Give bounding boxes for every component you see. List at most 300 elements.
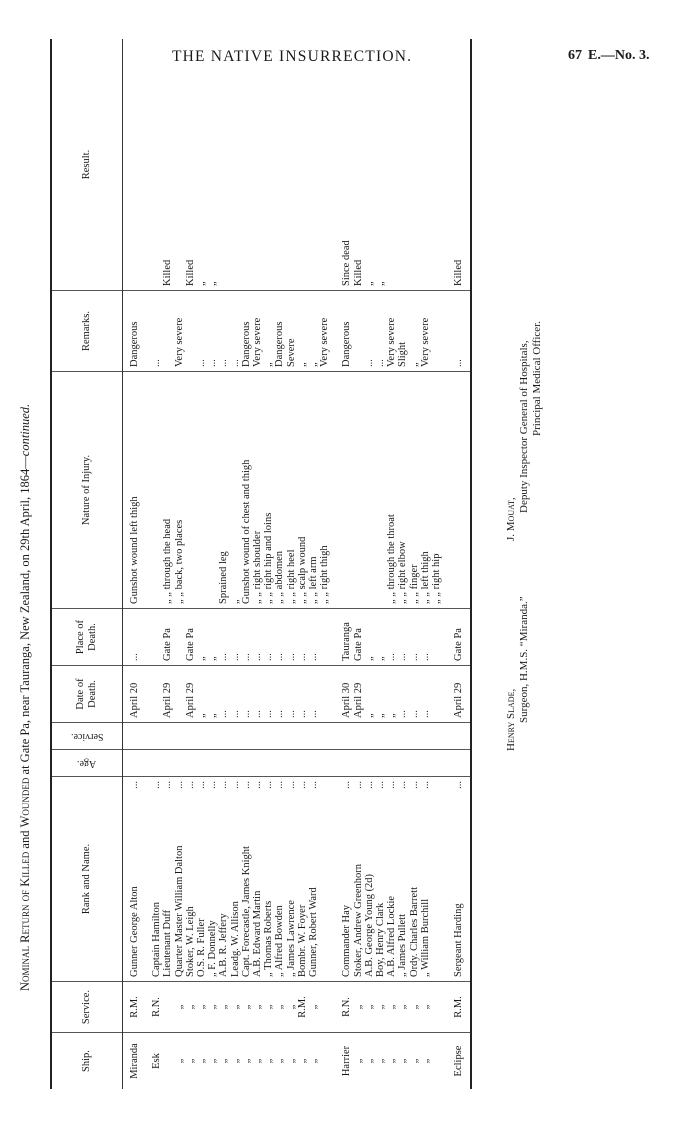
cell-service: „ — [196, 982, 207, 1033]
cell-injury — [196, 372, 207, 609]
leader-dots: ... — [274, 781, 286, 789]
spacer-cell — [140, 39, 151, 291]
spacer-cell — [140, 982, 151, 1033]
cell-age — [364, 750, 375, 777]
leader-dots: ... — [184, 781, 196, 789]
cell-injury: „ „ through the head — [162, 372, 173, 609]
cell-place: ... — [308, 609, 319, 666]
cell-name — [386, 777, 397, 982]
signature-pmo-title2: Principal Medical Officer. — [531, 321, 543, 436]
leader-dots: ... — [151, 781, 163, 789]
cell-service: R.N. — [341, 982, 352, 1033]
cell-name-text: Boy, Henry Clark — [375, 902, 387, 977]
cell-svc — [431, 723, 442, 750]
leader-dots: ... — [207, 781, 219, 789]
cell-result — [274, 39, 285, 291]
cell-service: „ — [386, 982, 397, 1033]
cell-ship: „ — [308, 1058, 320, 1064]
cell-place: ... — [252, 609, 263, 666]
cell-place: „ — [196, 609, 207, 666]
cell-service: „ — [364, 982, 375, 1033]
cell-ship: „ — [386, 1058, 398, 1064]
col-service: Service. — [51, 982, 123, 1033]
cell-svc — [263, 723, 274, 750]
cell-name — [319, 777, 330, 982]
cell-place — [319, 609, 330, 666]
cell-injury: Sprained leg — [218, 372, 229, 609]
leader-dots: ... — [453, 781, 465, 789]
cell-svc — [185, 723, 196, 750]
cell-name — [207, 777, 218, 982]
cell-ship: „ — [240, 1058, 252, 1064]
cell-date: April 29 — [453, 666, 471, 723]
cell-name-text: Commander Hay — [341, 904, 353, 977]
cell-name — [252, 777, 263, 982]
cell-result — [397, 39, 408, 291]
cell-name — [162, 777, 173, 982]
cell-remarks — [431, 291, 442, 372]
spacer-cell — [442, 291, 453, 372]
cell-remarks: ... — [453, 291, 471, 372]
cell-ship: „ — [263, 1058, 275, 1064]
cell-name — [308, 777, 319, 982]
cell-svc — [386, 723, 397, 750]
cell-ship — [162, 1033, 173, 1090]
table-row — [274, 39, 285, 1089]
cell-service: „ — [397, 982, 408, 1033]
spacer-cell — [140, 372, 151, 609]
leader-dots: ... — [173, 781, 185, 789]
cell-ship: „ — [375, 1058, 387, 1064]
table-row — [263, 39, 274, 1089]
cell-ship — [319, 1033, 330, 1090]
cell-ship: „ — [196, 1058, 208, 1064]
cell-place: ... — [230, 609, 241, 666]
row-spacer — [140, 39, 151, 1089]
cell-ship: „ — [218, 1058, 230, 1064]
cell-name-text: A.B. Alfred Lockie — [386, 895, 398, 977]
col-rank-name: Rank and Name. — [51, 777, 123, 982]
cell-date — [151, 666, 162, 723]
cell-injury: „ „ abdomen — [274, 372, 285, 609]
cell-place: Gate Pa — [453, 609, 471, 666]
cell-name-text: Stoker, Andrew Greenhorn — [352, 863, 364, 977]
cell-svc — [453, 723, 471, 750]
running-head-title: THE NATIVE INSURRECTION. — [172, 48, 413, 65]
row-spacer — [330, 39, 341, 1089]
cell-age — [207, 750, 218, 777]
cell-name-text: Leadg. W. Allison — [229, 901, 241, 977]
cell-ship: Eclipse — [453, 1033, 471, 1090]
cell-place: ... — [386, 609, 397, 666]
cell-age — [274, 750, 285, 777]
cell-remarks: Dangerous — [274, 291, 285, 372]
cell-result: Killed — [453, 39, 471, 291]
cell-svc — [341, 723, 352, 750]
cell-age — [420, 750, 431, 777]
cell-service: „ — [241, 982, 252, 1033]
cell-age — [341, 750, 352, 777]
cell-injury: „ „ back, two places — [174, 372, 185, 609]
cell-result — [420, 39, 431, 291]
cell-name-text: „ James Lawrence — [285, 900, 297, 977]
cell-age — [386, 750, 397, 777]
cell-name — [397, 777, 408, 982]
cell-place: „ — [375, 609, 386, 666]
cell-injury: „ „ right shoulder — [252, 372, 263, 609]
cell-age — [263, 750, 274, 777]
col-place-of-death: Place of Death. — [51, 609, 123, 666]
table-row — [397, 39, 408, 1089]
leader-dots: ... — [386, 781, 398, 789]
cell-name-text: A.B. George Young (2d) — [363, 873, 375, 977]
cell-name-text: Quarter Master William Dalton — [173, 845, 185, 977]
leader-dots: ... — [252, 781, 264, 789]
cell-result: Killed — [185, 39, 196, 291]
table-caption — [18, 91, 33, 991]
cell-injury: Gunshot wound left thigh — [123, 372, 141, 609]
cell-svc — [230, 723, 241, 750]
spacer-cell — [330, 750, 341, 777]
cell-result — [174, 39, 185, 291]
cell-name-text: „ William Burchill — [419, 898, 431, 977]
caption-prefix: Nominal Return of — [18, 886, 32, 991]
cell-remarks: Very severe — [174, 291, 185, 372]
cell-service: R.M. — [297, 982, 308, 1033]
cell-remarks: ... — [151, 291, 162, 372]
cell-date: ... — [218, 666, 229, 723]
cell-date: ... — [263, 666, 274, 723]
leader-dots: ... — [363, 781, 375, 789]
leader-dots: ... — [419, 781, 431, 789]
cell-name-text: „ F. Donnelly — [207, 920, 219, 977]
cell-service: „ — [409, 982, 420, 1033]
table-row — [308, 39, 319, 1089]
caption-rest: at Gate Pa, near Tauranga, New Zealand, on 29th April, 1864— — [18, 456, 32, 778]
cell-name — [151, 777, 162, 982]
spacer-cell — [442, 1033, 453, 1090]
leader-dots: ... — [218, 781, 230, 789]
cell-remarks: ... — [207, 291, 218, 372]
cell-age — [241, 750, 252, 777]
cell-age — [353, 750, 364, 777]
cell-date: ... — [286, 666, 297, 723]
cell-injury — [364, 372, 375, 609]
cell-name — [230, 777, 241, 982]
cell-service: „ — [286, 982, 297, 1033]
cell-injury: „ „ through the throat — [386, 372, 397, 609]
spacer-cell — [442, 982, 453, 1033]
spacer-cell — [330, 666, 341, 723]
leader-dots: ... — [285, 781, 297, 789]
leader-dots: ... — [352, 781, 364, 789]
cell-svc — [308, 723, 319, 750]
cell-remarks — [185, 291, 196, 372]
table-row — [286, 39, 297, 1089]
table-row — [353, 39, 364, 1089]
cell-result — [252, 39, 263, 291]
caption-killed: Killed — [18, 851, 32, 887]
cell-service: „ — [308, 982, 319, 1033]
table-row — [420, 39, 431, 1089]
cell-name — [297, 777, 308, 982]
table-row — [123, 39, 141, 1089]
cell-injury: „ „ left thigh — [420, 372, 431, 609]
cell-age — [297, 750, 308, 777]
cell-place: ... — [297, 609, 308, 666]
col-date-of-death: Date of Death. — [51, 666, 123, 723]
spacer-cell — [140, 777, 151, 982]
cell-result — [409, 39, 420, 291]
cell-svc — [364, 723, 375, 750]
cell-service: „ — [185, 982, 196, 1033]
cell-ship: „ — [419, 1058, 431, 1064]
cell-injury — [353, 372, 364, 609]
cell-remarks — [353, 291, 364, 372]
cell-svc — [241, 723, 252, 750]
cell-remarks: „ — [409, 291, 420, 372]
cell-remarks: Dangerous — [123, 291, 141, 372]
cell-age — [375, 750, 386, 777]
leader-dots: ... — [196, 781, 208, 789]
cell-date — [174, 666, 185, 723]
cell-place: ... — [123, 609, 141, 666]
table-row — [341, 39, 352, 1089]
spacer-cell — [140, 666, 151, 723]
cell-ship: „ — [363, 1058, 375, 1064]
cell-result — [123, 39, 141, 291]
signature-pmo-title: Deputy Inspector General of Hospitals, — [518, 340, 530, 513]
cell-name — [263, 777, 274, 982]
cell-injury — [375, 372, 386, 609]
cell-remarks: ... — [230, 291, 241, 372]
cell-remarks: ... — [364, 291, 375, 372]
cell-svc — [297, 723, 308, 750]
cell-date: April 29 — [185, 666, 196, 723]
cell-name-text: Ordy. Charles Barrett — [408, 887, 420, 977]
cell-name — [274, 777, 285, 982]
cell-name-text: „ Alfred Bowden — [274, 905, 286, 977]
cell-place: Gate Pa — [185, 609, 196, 666]
cell-service: „ — [230, 982, 241, 1033]
spacer-cell — [442, 723, 453, 750]
table-row — [196, 39, 207, 1089]
cell-name — [353, 777, 364, 982]
cell-date: „ — [386, 666, 397, 723]
cell-result — [263, 39, 274, 291]
cell-svc — [123, 723, 141, 750]
table-row — [174, 39, 185, 1089]
cell-date: April 20 — [123, 666, 141, 723]
cell-date: ... — [397, 666, 408, 723]
cell-result — [386, 39, 397, 291]
cell-date: „ — [196, 666, 207, 723]
leader-dots: ... — [162, 781, 174, 789]
cell-injury: Gunshot wound of chest and thigh — [241, 372, 252, 609]
cell-result: Killed — [162, 39, 173, 291]
cell-ship: Harrier — [341, 1045, 353, 1077]
cell-svc — [151, 723, 162, 750]
cell-date: „ — [375, 666, 386, 723]
col-nature-of-injury: Nature of Injury. — [51, 372, 123, 609]
cell-remarks: Dangerous — [341, 291, 352, 372]
cell-age — [431, 750, 442, 777]
leader-dots: ... — [129, 781, 140, 789]
cell-name-text: Bombr. W. Foyer — [296, 904, 308, 977]
cell-date: ... — [409, 666, 420, 723]
cell-remarks: „ — [308, 291, 319, 372]
caption-continued: continued. — [18, 403, 32, 457]
cell-name-text: Sergeant Harding — [453, 903, 465, 977]
cell-injury: „ — [230, 372, 241, 609]
cell-remarks: Slight — [397, 291, 408, 372]
cell-date: ... — [274, 666, 285, 723]
signature-pmo — [505, 321, 544, 541]
caption-and: and — [18, 827, 32, 852]
cell-age — [319, 750, 330, 777]
cell-service: „ — [174, 982, 185, 1033]
casualty-table — [50, 39, 472, 1089]
cell-place: „ — [364, 609, 375, 666]
cell-date: ... — [252, 666, 263, 723]
cell-remarks: Very severe — [420, 291, 431, 372]
cell-service — [431, 982, 442, 1033]
spacer-cell — [140, 723, 151, 750]
cell-place — [174, 609, 185, 666]
spacer-cell — [442, 372, 453, 609]
row-spacer — [442, 39, 453, 1089]
table-row — [241, 39, 252, 1089]
cell-result — [241, 39, 252, 291]
table-row — [319, 39, 330, 1089]
cell-age — [308, 750, 319, 777]
leader-dots: ... — [375, 781, 387, 789]
cell-svc — [274, 723, 285, 750]
cell-place: Gate Pa — [162, 609, 173, 666]
cell-place — [151, 609, 162, 666]
spacer-cell — [442, 666, 453, 723]
cell-injury — [185, 372, 196, 609]
cell-name — [241, 777, 252, 982]
cell-svc — [196, 723, 207, 750]
cell-result — [230, 39, 241, 291]
cell-remarks: Very severe — [386, 291, 397, 372]
cell-name — [218, 777, 229, 982]
cell-date: ... — [230, 666, 241, 723]
cell-ship: „ — [285, 1058, 297, 1064]
table-row — [409, 39, 420, 1089]
table-row — [431, 39, 442, 1089]
cell-injury: „ „ right hip — [431, 372, 442, 609]
cell-service: „ — [375, 982, 386, 1033]
cell-injury: „ „ right heel — [286, 372, 297, 609]
leader-dots: ... — [229, 781, 241, 789]
table-row — [364, 39, 375, 1089]
cell-injury — [207, 372, 218, 609]
cell-ship: „ — [274, 1058, 286, 1064]
cell-service: R.N. — [151, 982, 162, 1033]
table-row — [453, 39, 471, 1089]
cell-ship: „ — [184, 1058, 196, 1064]
cell-name — [174, 777, 185, 982]
cell-ship: „ — [229, 1058, 241, 1064]
cell-result: „ — [196, 39, 207, 291]
leader-dots: ... — [263, 781, 275, 789]
cell-name — [341, 777, 352, 982]
cell-name-text: Capt. Forecastle, James Knight — [240, 846, 252, 977]
cell-service: „ — [274, 982, 285, 1033]
caption-wounded: Wounded — [18, 777, 32, 828]
spacer-cell — [140, 750, 151, 777]
cell-service: R.M. — [123, 982, 141, 1033]
cell-place: „ — [207, 609, 218, 666]
cell-svc — [174, 723, 185, 750]
cell-name-text: A.B. Edward Martin — [252, 890, 264, 977]
cell-name-text: Captain Hamilton — [151, 902, 163, 977]
cell-remarks: „ — [263, 291, 274, 372]
cell-age — [174, 750, 185, 777]
cell-ship: „ — [296, 1058, 308, 1064]
cell-service: „ — [252, 982, 263, 1033]
cell-ship: „ — [397, 1058, 409, 1064]
cell-name — [431, 777, 442, 982]
cell-remarks: ... — [218, 291, 229, 372]
spacer-cell — [442, 777, 453, 982]
leader-dots: ... — [240, 781, 252, 789]
signature-pmo-name: J. Mouat, — [505, 497, 517, 541]
cell-name-text: A.B. R. Jeffery — [218, 913, 230, 977]
cell-date: „ — [207, 666, 218, 723]
cell-svc — [397, 723, 408, 750]
cell-name — [420, 777, 431, 982]
cell-ship — [431, 1033, 442, 1090]
cell-remarks — [162, 291, 173, 372]
cell-svc — [420, 723, 431, 750]
cell-place: Gate Pa — [353, 609, 364, 666]
cell-name — [286, 777, 297, 982]
cell-result — [297, 39, 308, 291]
cell-age — [230, 750, 241, 777]
cell-age — [453, 750, 471, 777]
spacer-cell — [330, 777, 341, 982]
cell-svc — [353, 723, 364, 750]
signature-surgeon — [505, 596, 531, 751]
cell-remarks: ... — [196, 291, 207, 372]
cell-service: „ — [207, 982, 218, 1033]
cell-svc — [162, 723, 173, 750]
cell-age — [151, 750, 162, 777]
cell-date: ... — [297, 666, 308, 723]
cell-result — [218, 39, 229, 291]
table-row — [297, 39, 308, 1089]
cell-age — [397, 750, 408, 777]
cell-name — [185, 777, 196, 982]
cell-age — [123, 750, 141, 777]
cell-injury: „ „ left arm — [308, 372, 319, 609]
table-row — [151, 39, 162, 1089]
cell-result — [151, 39, 162, 291]
table-row — [230, 39, 241, 1089]
cell-svc — [409, 723, 420, 750]
leader-dots: ... — [341, 781, 353, 789]
cell-svc — [375, 723, 386, 750]
cell-name-text: O.S. R. Fuller — [196, 918, 208, 977]
signature-surgeon-name: Henry Slade, — [505, 688, 517, 751]
col-result: Result. — [51, 39, 123, 291]
cell-age — [162, 750, 173, 777]
cell-name — [364, 777, 375, 982]
cell-name — [196, 777, 207, 982]
